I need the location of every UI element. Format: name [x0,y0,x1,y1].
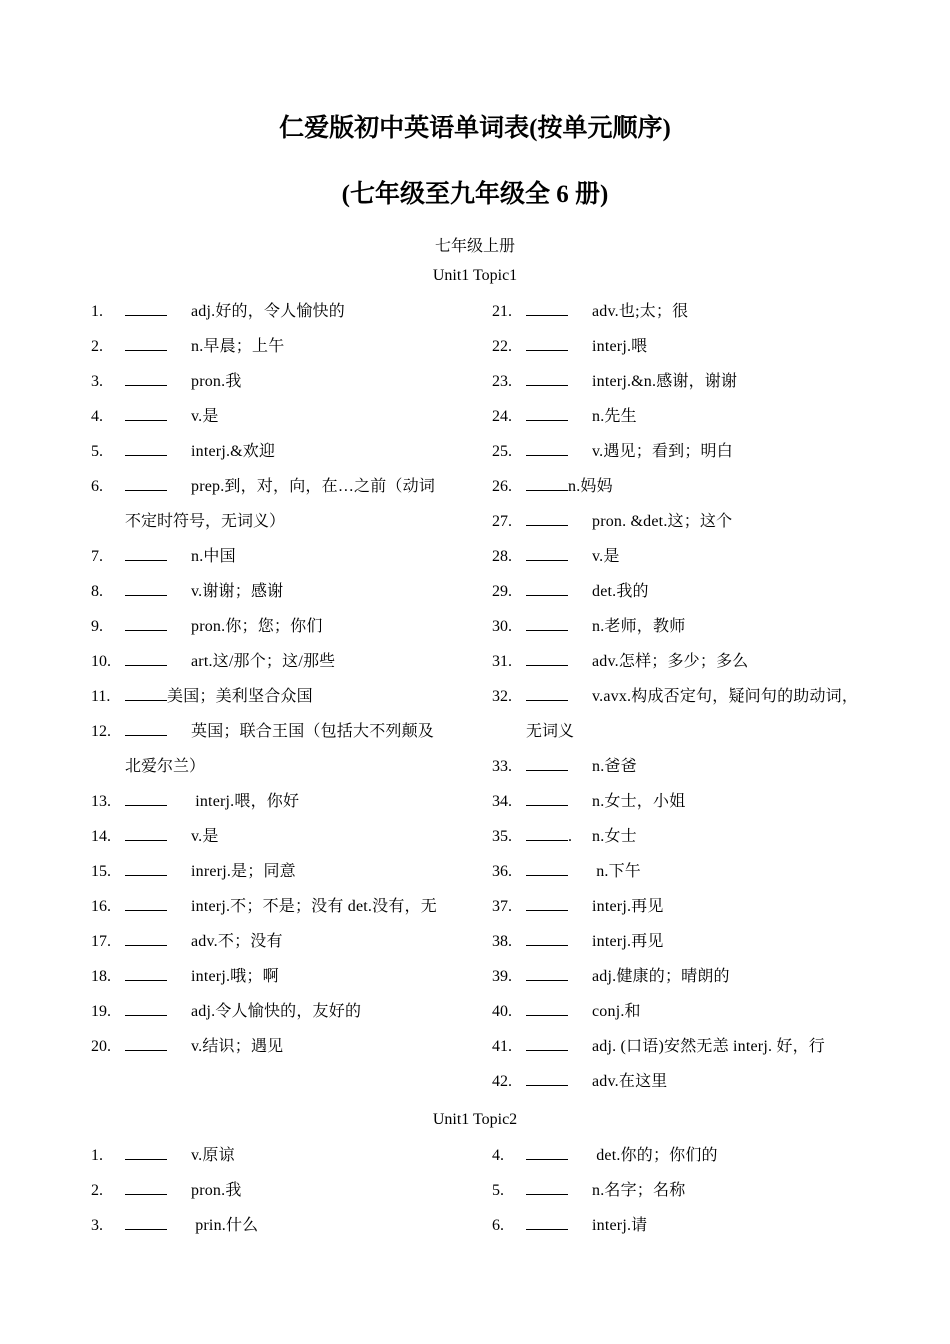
answer-blank [125,897,167,911]
answer-blank [526,862,568,876]
word-list-right-unit1-topic2 [492,1138,877,1243]
entry-number: 37. [492,898,512,915]
word-entry [492,1029,877,1064]
document-subtitle: (七年级至九年级全 6 册) [341,181,609,208]
entry-definition: prin.什么 [191,1217,259,1234]
entry-definition: interj.哦；啊 [191,968,279,985]
word-entry [492,434,877,469]
word-entry [91,784,466,819]
answer-blank [125,302,167,316]
entry-definition: adj. (口语)安然无恙 interj. 好，行 [592,1038,825,1055]
answer-blank [526,827,568,841]
entry-number: 3. [91,373,103,390]
word-entry [492,819,877,854]
entry-definition: adj.好的，令人愉快的 [191,303,345,320]
entry-number: 20. [91,1038,111,1055]
entry-number: 38. [492,933,512,950]
word-entry [492,959,877,994]
word-entry [91,574,466,609]
entry-definition: v.谢谢；感谢 [191,583,284,600]
answer-blank [526,932,568,946]
word-list-left-unit1-topic1 [91,294,466,1064]
word-entry [492,574,877,609]
blank-period: . [568,828,572,845]
entry-number: 27. [492,513,512,530]
answer-blank [526,337,568,351]
word-entry [91,609,466,644]
entry-number: 23. [492,373,512,390]
entry-definition: interj.不；不是；没有 det.没有，无 [191,898,437,915]
entry-definition: v.原谅 [191,1147,235,1164]
entry-number: 30. [492,618,512,635]
entry-number: 12. [91,723,111,740]
entry-number: 40. [492,1003,512,1020]
word-entry [492,329,877,364]
answer-blank [125,442,167,456]
answer-blank [125,652,167,666]
answer-blank [526,757,568,771]
document-title: 仁爱版初中英语单词表(按单元顺序) [279,115,671,142]
entry-definition: adv.怎样；多少；多么 [592,653,749,670]
answer-blank [125,372,167,386]
entry-number: 16. [91,898,111,915]
answer-blank [526,1037,568,1051]
word-entry [492,294,877,329]
answer-blank [125,967,167,981]
word-entry [91,364,466,399]
answer-blank [125,1002,167,1016]
word-entry [492,994,877,1029]
entry-definition: v.avx.构成否定句，疑问句的助动词， [592,688,859,705]
entry-definition: n.先生 [592,408,637,425]
entry-number: 8. [91,583,103,600]
entry-number: 15. [91,863,111,880]
word-entry [492,539,877,574]
entry-definition: prep.到，对，向，在…之前（动词 [191,478,436,495]
word-entry [91,644,466,679]
answer-blank [526,477,568,491]
word-entry [492,399,877,434]
entry-number: 2. [91,338,103,355]
entry-definition: n.老师，教师 [592,618,686,635]
entry-number: 39. [492,968,512,985]
entry-definition: interj.请 [592,1217,648,1234]
answer-blank [125,1181,167,1195]
entry-definition-continued: 不定时符号，无词义） [125,513,286,530]
answer-blank [125,337,167,351]
entry-definition: n.爸爸 [592,758,637,775]
entry-number: 4. [492,1147,504,1164]
entry-number: 35. [492,828,512,845]
answer-blank [526,792,568,806]
entry-number: 14. [91,828,111,845]
entry-definition: n.早晨；上午 [191,338,285,355]
entry-definition: pron. &det.这；这个 [592,513,733,530]
answer-blank [526,617,568,631]
entry-definition: art.这/那个；这/那些 [191,653,336,670]
entry-definition: interj.再见 [592,898,664,915]
entry-definition: interj.喂，你好 [191,793,300,810]
answer-blank [526,547,568,561]
word-entry [91,469,466,539]
answer-blank [125,792,167,806]
word-entry [91,1208,466,1243]
word-entry [492,924,877,959]
entry-number: 28. [492,548,512,565]
word-entry [91,714,466,784]
word-entry [91,959,466,994]
answer-blank [125,582,167,596]
entry-number: 10. [91,653,111,670]
word-entry [91,924,466,959]
word-entry [492,749,877,784]
answer-blank [125,722,167,736]
answer-blank [125,862,167,876]
word-entry [492,1064,877,1099]
entry-number: 6. [492,1217,504,1234]
word-entry [492,504,877,539]
entry-number: 6. [91,478,103,495]
entry-number: 7. [91,548,103,565]
word-list-left-unit1-topic2 [91,1138,466,1243]
word-entry [492,854,877,889]
entry-definition: v.遇见；看到；明白 [592,443,733,460]
answer-blank [526,897,568,911]
entry-number: 22. [492,338,512,355]
entry-number: 2. [91,1182,103,1199]
entry-definition: n.中国 [191,548,236,565]
entry-definition: n.名字；名称 [592,1182,686,1199]
answer-blank [125,407,167,421]
answer-blank [125,617,167,631]
word-entry [91,1173,466,1208]
entry-number: 29. [492,583,512,600]
entry-definition: interj.&欢迎 [191,443,276,460]
entry-number: 24. [492,408,512,425]
entry-number: 3. [91,1217,103,1234]
word-entry [91,819,466,854]
entry-number: 31. [492,653,512,670]
word-entry [91,854,466,889]
entry-definition: pron.我 [191,1182,242,1199]
answer-blank [526,687,568,701]
answer-blank [526,1146,568,1160]
entry-definition: adv.在这里 [592,1073,668,1090]
entry-definition: adj.令人愉快的，友好的 [191,1003,362,1020]
word-entry [492,1173,877,1208]
word-entry [91,434,466,469]
entry-definition: interj.&n.感谢，谢谢 [592,373,738,390]
entry-number: 41. [492,1038,512,1055]
volume-heading: 七年级上册 [434,238,515,255]
answer-blank [526,302,568,316]
entry-definition: v.结识；遇见 [191,1038,284,1055]
word-entry [492,889,877,924]
word-entry [91,539,466,574]
entry-number: 9. [91,618,103,635]
entry-definition: conj.和 [592,1003,641,1020]
word-entry [91,1138,466,1173]
answer-blank [526,1072,568,1086]
answer-blank [125,1216,167,1230]
answer-blank [526,582,568,596]
entry-definition: adv.不；没有 [191,933,283,950]
entry-number: 1. [91,1147,103,1164]
entry-number: 4. [91,408,103,425]
word-entry [91,889,466,924]
entry-number: 32. [492,688,512,705]
answer-blank [526,372,568,386]
word-entry [91,679,466,714]
answer-blank [125,827,167,841]
entry-definition: det.你的；你们的 [592,1147,718,1164]
answer-blank [526,1181,568,1195]
answer-blank [125,932,167,946]
entry-definition: pron.你；您；你们 [191,618,323,635]
entry-definition: n.妈妈 [568,478,613,495]
section-heading-unit1-topic2: Unit1 Topic2 [432,1111,518,1128]
entry-definition: det.我的 [592,583,649,600]
answer-blank [526,442,568,456]
answer-blank [526,967,568,981]
entry-number: 25. [492,443,512,460]
word-entry [91,294,466,329]
entry-definition: pron.我 [191,373,242,390]
answer-blank [125,687,167,701]
entry-number: 1. [91,303,103,320]
word-entry [91,994,466,1029]
word-entry [492,784,877,819]
answer-blank [125,477,167,491]
word-entry [492,364,877,399]
entry-definition: v.是 [592,548,620,565]
answer-blank [526,1216,568,1230]
entry-number: 11. [91,688,111,705]
section-heading-unit1-topic1: Unit1 Topic1 [432,267,518,284]
entry-definition: adj.健康的；晴朗的 [592,968,730,985]
entry-number: 5. [91,443,103,460]
entry-definition: interj.再见 [592,933,664,950]
entry-number: 17. [91,933,111,950]
answer-blank [526,1002,568,1016]
entry-definition: interj.喂 [592,338,648,355]
entry-number: 26. [492,478,512,495]
answer-blank [125,547,167,561]
word-entry [492,469,877,504]
entry-definition-continued: 无词义 [526,723,575,740]
answer-blank [125,1146,167,1160]
entry-definition: inrerj.是；同意 [191,863,296,880]
word-entry [492,679,877,749]
answer-blank [526,512,568,526]
entry-number: 18. [91,968,111,985]
word-entry [492,1138,877,1173]
entry-number: 13. [91,793,111,810]
entry-number: 34. [492,793,512,810]
answer-blank [125,1037,167,1051]
entry-definition: n.下午 [592,863,642,880]
entry-definition: 英国；联合王国（包括大不列颠及 [191,723,435,740]
entry-number: 19. [91,1003,111,1020]
entry-number: 36. [492,863,512,880]
entry-number: 21. [492,303,512,320]
entry-number: 42. [492,1073,512,1090]
entry-definition: adv.也;太；很 [592,303,689,320]
entry-number: 33. [492,758,512,775]
word-list-right-unit1-topic1 [492,294,877,1099]
entry-definition: 美国；美利坚合众国 [167,688,313,705]
word-entry [91,399,466,434]
entry-definition-continued: 北爱尔兰） [125,758,206,775]
word-entry [492,609,877,644]
word-entry [492,1208,877,1243]
entry-definition: n.女士 [592,828,637,845]
entry-definition: v.是 [191,828,219,845]
word-entry [91,1029,466,1064]
entry-definition: v.是 [191,408,219,425]
word-entry [492,644,877,679]
entry-definition: n.女士，小姐 [592,793,686,810]
entry-number: 5. [492,1182,504,1199]
answer-blank [526,652,568,666]
answer-blank [526,407,568,421]
word-entry [91,329,466,364]
